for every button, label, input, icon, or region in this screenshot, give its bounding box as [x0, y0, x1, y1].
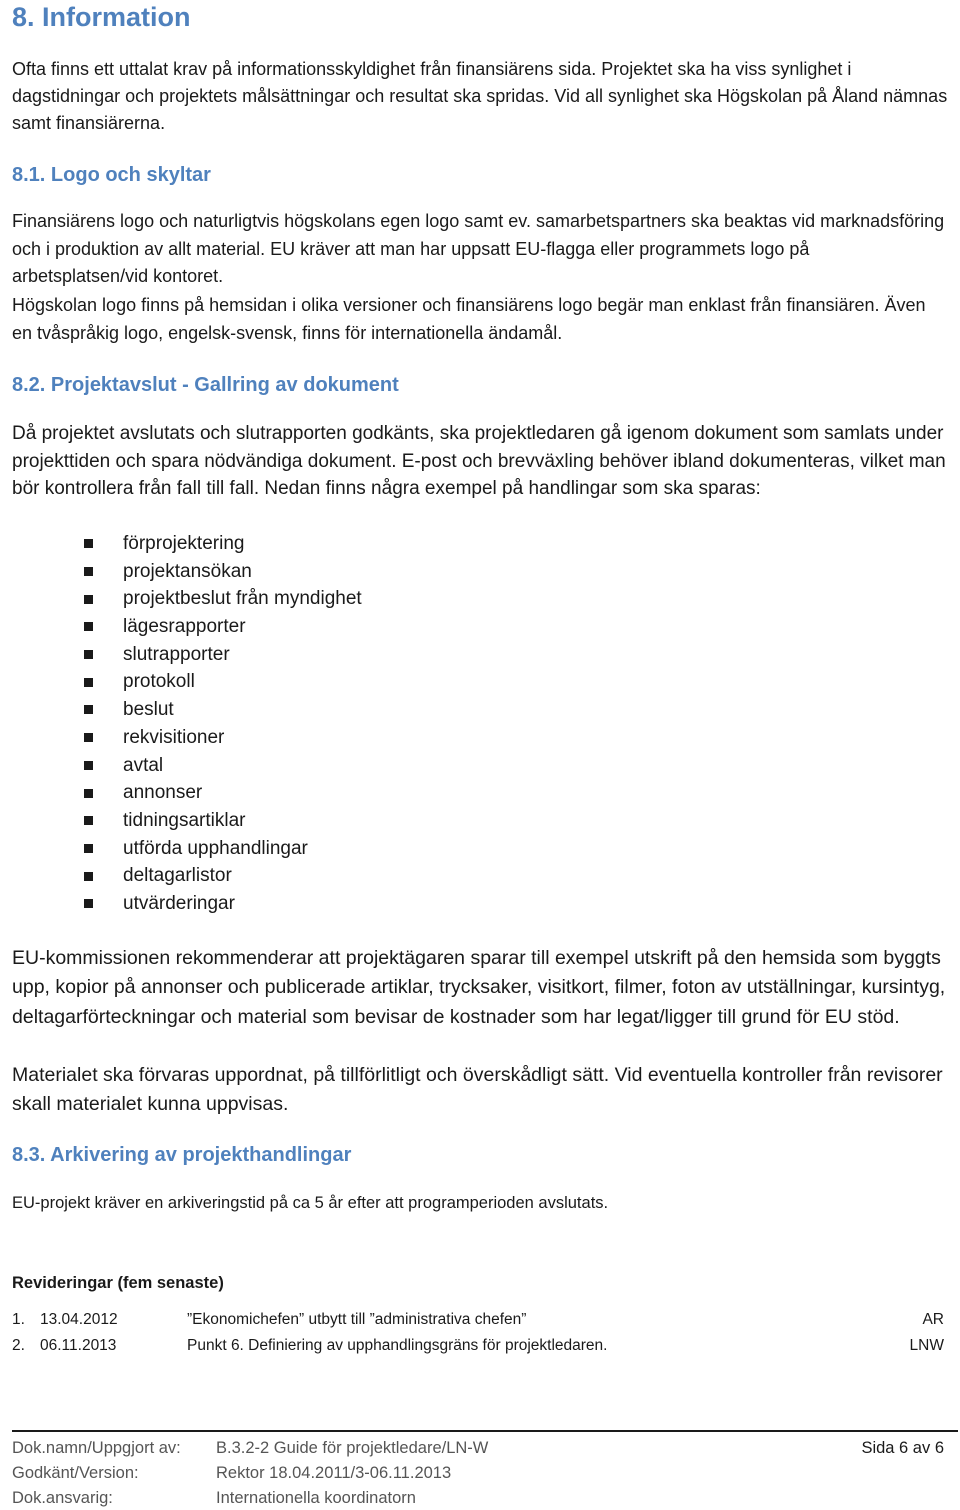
revision-number: 2.: [12, 1337, 25, 1354]
list-item: utförda upphandlingar: [84, 835, 362, 863]
bullet-icon: [84, 899, 93, 908]
revision-description: ”Ekonomichefen” utbytt till ”administrativa chefen”: [187, 1311, 527, 1328]
list-item: avtal: [84, 752, 362, 780]
bullet-icon: [84, 872, 93, 881]
archive-section-title: 8.2. Projektavslut - Gallring av dokument: [12, 374, 399, 396]
list-item: tidningsartiklar: [84, 807, 362, 835]
revision-author: AR: [922, 1311, 944, 1328]
footer-responsible-label: Dok.ansvarig:: [12, 1489, 113, 1507]
list-item: lägesrapporter: [84, 613, 362, 641]
footer-responsible-value: Internationella koordinatorn: [216, 1489, 416, 1507]
list-item: protokoll: [84, 668, 362, 696]
bullet-icon: [84, 622, 93, 631]
list-item: annonser: [84, 779, 362, 807]
logo-paragraph-2: Högskolan logo finns på hemsidan i olika versioner och finansiärens logo begär man enklast från finansiären. Även en tvåspråkig logo, engelsk-svensk, finns för internationella ändamål.: [12, 295, 926, 343]
bullet-icon: [84, 761, 93, 770]
revision-row: [12, 1308, 948, 1332]
footer-divider: [12, 1430, 958, 1432]
bullet-icon: [84, 595, 93, 604]
revision-date: 06.11.2013: [40, 1337, 117, 1354]
list-item: förprojektering: [84, 530, 362, 558]
footer-doc-value: B.3.2-2 Guide för projektledare/LN-W: [216, 1439, 489, 1457]
documents-to-save-list: [84, 530, 362, 918]
bullet-icon: [84, 678, 93, 687]
footer-doc-row: [12, 1436, 948, 1460]
bullet-icon: [84, 705, 93, 714]
bullet-icon: [84, 844, 93, 853]
footer-approved-label: Godkänt/Version:: [12, 1464, 139, 1482]
revision-description: Punkt 6. Definiering av upphandlingsgräns för projektledaren.: [187, 1337, 608, 1354]
intro-paragraph: Ofta finns ett uttalat krav på informationsskyldighet från finansiärens sida. Projektet ska ha viss synlighet i dagstidningar och projektets målsättningar och resultat ska spridas. Vid all synlighet ska Högskolan på Åland nämnas samt finansiärerna.: [12, 59, 948, 133]
footer-approved-value: Rektor 18.04.2011/3-06.11.2013: [216, 1464, 452, 1482]
archive-paragraph: Då projektet avslutats och slutrapporten godkänts, ska projektledaren gå igenom dokument som samlats under projekttiden och spara nödvändiga dokument. E-post och brevväxling behöver ibland dokumenteras, vilket man bör kontrollera från fall till fall. Nedan finns några exempel på handlingar som ska sparas:: [12, 423, 946, 499]
footer-responsible-row: [12, 1486, 948, 1510]
recommendation-paragraph: EU-kommissionen rekommenderar att projektägaren sparar till exempel utskrift på den hemsida som byggts upp, kopior på annonser och publicerade artiklar, trycksaker, visitkort, filmer, foton av utställningar, kursintyg, deltagarförteckningar och material som bevisar de kostnader som har legat/ligger till grund för EU stöd.: [12, 947, 946, 1028]
storage-paragraph: Materialet ska förvaras uppordnat, på tillförlitligt och överskådligt sätt. Vid eventuella kontroller från revisorer skall materialet kunna uppvisas.: [12, 1064, 943, 1116]
list-item: beslut: [84, 696, 362, 724]
section-title: 8. Information: [12, 2, 191, 32]
list-item: deltagarlistor: [84, 862, 362, 890]
bullet-icon: [84, 650, 93, 659]
list-item: projektansökan: [84, 558, 362, 586]
footer-doc-label: Dok.namn/Uppgjort av:: [12, 1439, 181, 1457]
list-item: rekvisitioner: [84, 724, 362, 752]
bullet-icon: [84, 567, 93, 576]
list-item: projektbeslut från myndighet: [84, 585, 362, 613]
bullet-icon: [84, 539, 93, 548]
logo-paragraph-1: Finansiärens logo och naturligtvis högskolans egen logo samt ev. samarbetspartners ska beaktas vid marknadsföring och i produktion av allt material. EU kräver att man har uppsatt EU-flagga eller programmets logo på arbetsplatsen/vid kontoret.: [12, 211, 945, 286]
revision-date: 13.04.2012: [40, 1311, 118, 1328]
filing-section-title: 8.3. Arkivering av projekthandlingar: [12, 1144, 352, 1166]
bullet-icon: [84, 733, 93, 742]
logo-section-title: 8.1. Logo och skyltar: [12, 164, 211, 186]
filing-paragraph: EU-projekt kräver en arkiveringstid på ca 5 år efter att programperioden avslutats.: [12, 1194, 609, 1212]
page-number: Sida 6 av 6: [861, 1439, 944, 1457]
footer-approved-row: [12, 1461, 948, 1485]
revision-number: 1.: [12, 1311, 25, 1328]
revision-author: LNW: [909, 1337, 944, 1354]
list-item: utvärderingar: [84, 890, 362, 918]
revision-row: [12, 1334, 948, 1358]
list-item: slutrapporter: [84, 641, 362, 669]
bullet-icon: [84, 816, 93, 825]
bullet-icon: [84, 789, 93, 798]
revisions-title: Revideringar (fem senaste): [12, 1274, 224, 1292]
